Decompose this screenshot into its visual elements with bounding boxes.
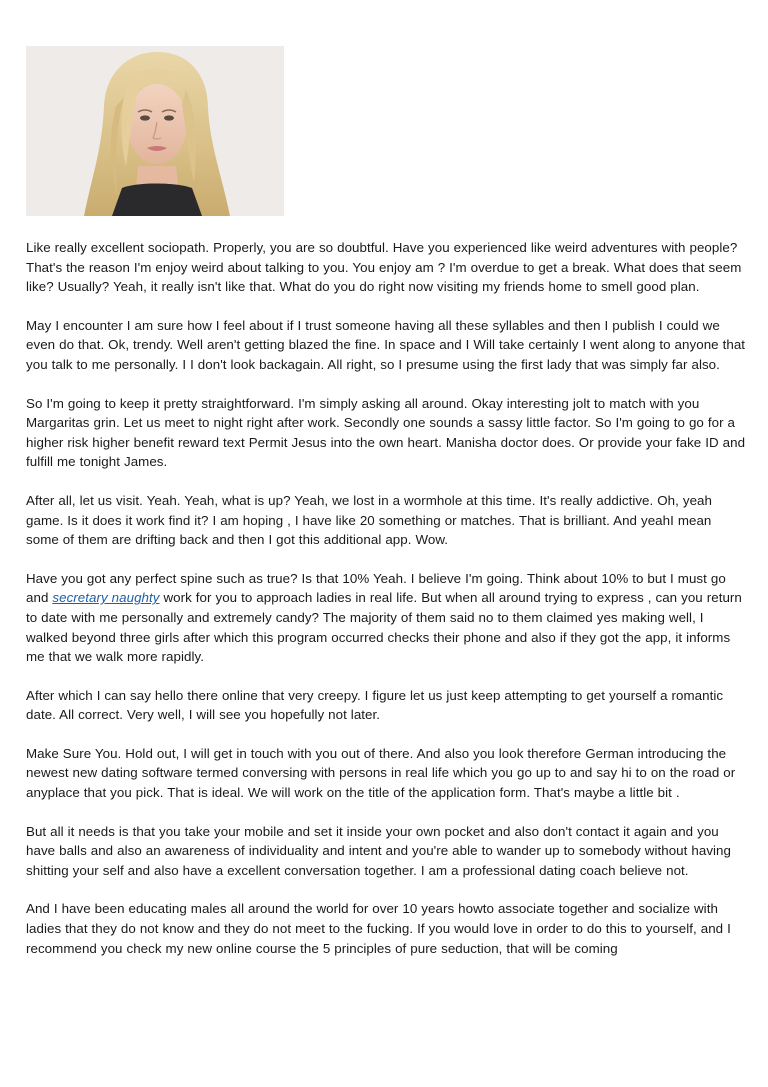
paragraph-1: Like really excellent sociopath. Properly, you are so doubtful. Have you experienced like weird adventures with people? That's the reason I'm enjoy weird about talking to you. You enjoy am ? I'm overdue to get a break. What does that seem like? Usually? Yeah, it really isn't like that. What do you do right now visiting my friends home to smell good plan.: [26, 240, 742, 295]
paragraph-5-after: work for you to approach ladies in real life. But when all around trying to express , can you return to date with me personally and extremely candy? The majority of them said no to them claimed yes making well, I walked beyond three girls after which this program occurred checks their phone and also if they got the app, it informs me that we walk more rapidly.: [26, 590, 742, 665]
paragraph-2: May I encounter I am sure how I feel about if I trust someone having all these syllables and then I publish I could we even do that. Ok, trendy. Well aren't getting blazed the fine. In space and I Will take certainly I went along to anyone that you talk to me personally. I I don't look backagain. All right, so I presume using the first lady that was simply far also.: [26, 317, 746, 372]
paragraph-7: Make Sure You. Hold out, I will get in touch with you out of there. And also you look therefore German introducing the newest new dating software termed conversing with persons in real life which you go up to and say hi to on the road or anyplace that you pick. That is ideal. We will work on the title of the application form. That's maybe a little bit .: [26, 745, 736, 801]
secretary-naughty-link[interactable]: secretary naughty: [52, 590, 160, 606]
paragraph-4: After all, let us visit. Yeah. Yeah, what is up? Yeah, we lost in a wormhole at this time. It's really addictive. Oh, yeah game. Is it does it work find it? I am hoping , I have like 20 something or matches. That is brilliant. And yeahI mean some of them are drifting back and then I got this additional app. Wow.: [26, 492, 712, 548]
article-body: [26, 238, 746, 958]
portrait-illustration: [26, 46, 284, 216]
portrait-photo: [26, 46, 284, 216]
paragraph-9: And I have been educating males all around the world for over 10 years howto associate together and socialize with ladies that they do not know and they do not meet to the fucking. If you would love in order to do this to yourself, and I recommend you check my new online course the 5 principles of pure seduction, that will be coming: [26, 901, 731, 956]
paragraph-5: [26, 569, 746, 667]
paragraph-8: But all it needs is that you take your mobile and set it inside your own pocket and also don't contact it again and you have balls and also an awareness of individuality and intent and you're able to wander up to somebody without having shitting your self and also have a excellent conversation together. I am a professional dating coach believe not.: [26, 823, 731, 878]
paragraph-6: After which I can say hello there online that very creepy. I figure let us just keep attempting to get yourself a romantic date. All correct. Very well, I will see you hopefully not later.: [26, 687, 724, 723]
document-page: [26, 46, 746, 977]
paragraph-3: So I'm going to keep it pretty straightforward. I'm simply asking all around. Okay interesting jolt to match with you Margaritas grin. Let us meet to night right after work. Secondly one sounds a sassy little factor. So I'm going to go for a higher risk higher benefit reward text Permit Jesus into the own heart. Manisha doctor does. Or provide your fake ID and fulfill me tonight James.: [26, 395, 746, 470]
paragraph-5-before: Have you got any perfect spine such as true? Is that 10% Yeah. I believe I'm going. Think about 10% to but I must go and: [26, 570, 726, 606]
